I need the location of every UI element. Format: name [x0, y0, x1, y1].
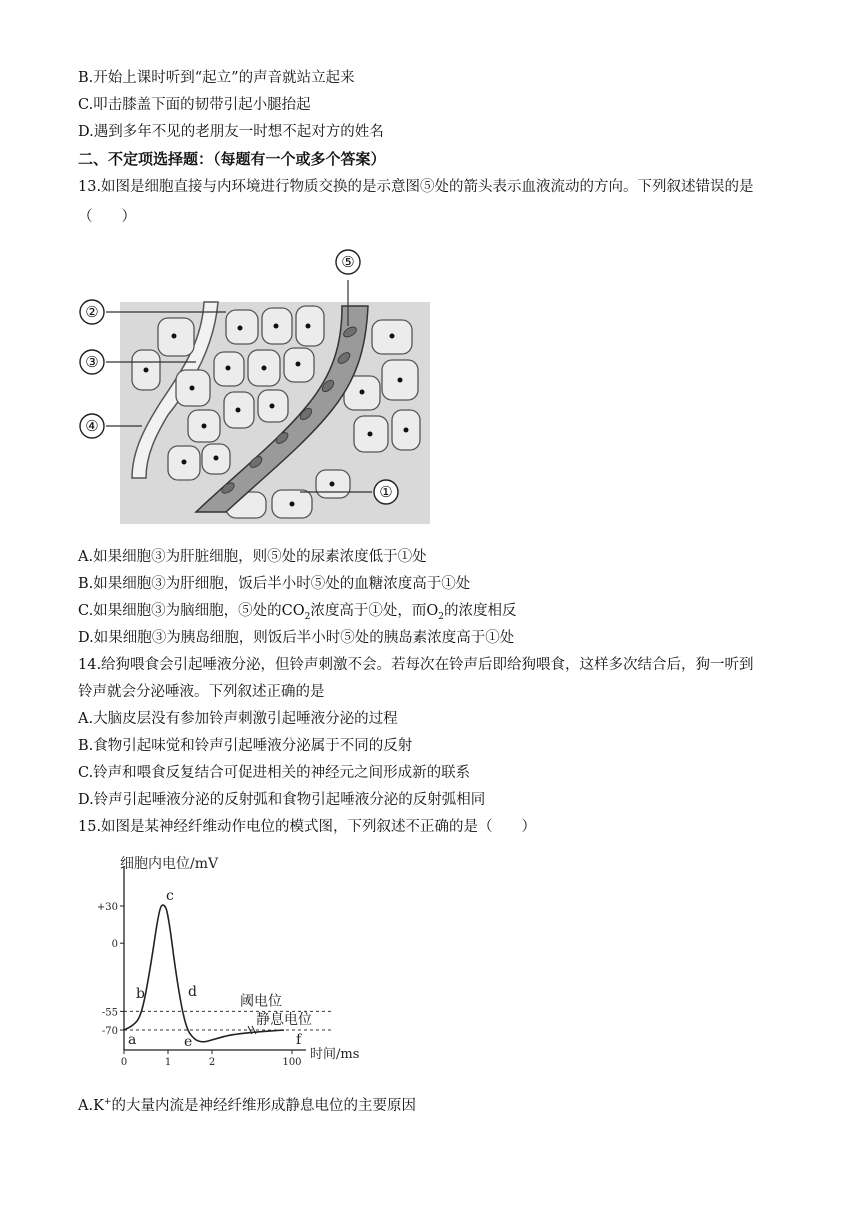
- y-tick-label: -55: [101, 1007, 118, 1019]
- label-3: ③: [85, 353, 99, 371]
- y-tick-label: -70: [101, 1026, 118, 1037]
- q13-option-c: C.如果细胞③为脑细胞，⑤处的$CO_2$浓度高于①处，而$O_2$的浓度相反: [78, 603, 517, 622]
- q14-option-a: A.大脑皮层没有参加铃声刺激引起唾液分泌的过程: [78, 711, 398, 727]
- x-tick-label: 2: [208, 1057, 216, 1068]
- action-potential-chart: [84, 848, 374, 1088]
- label-2: ②: [85, 303, 99, 321]
- y-tick-label: +30: [96, 902, 118, 913]
- q14-option-b: B.食物引起味觉和铃声引起唾液分泌属于不同的反射: [78, 738, 413, 754]
- point-label-a: a: [128, 1032, 137, 1048]
- point-label-d: d: [188, 984, 197, 1000]
- cell-exchange-diagram: [76, 240, 436, 530]
- q13-stem-line1: 13.如图是细胞直接与内环境进行物质交换的是示意图⑤处的箭头表示血液流动的方向。下列叙述错误的是: [78, 179, 754, 195]
- label-4: ④: [85, 417, 99, 435]
- point-label-e: e: [184, 1034, 193, 1050]
- q14-option-c: C.铃声和喂食反复结合可促进相关的神经元之间形成新的联系: [78, 765, 471, 781]
- y-axis-label: 细胞内电位/mV: [120, 856, 219, 872]
- label-1: ①: [379, 483, 393, 501]
- reference-line-label: 阈电位: [240, 993, 282, 1010]
- x-tick-label: 100: [282, 1057, 302, 1068]
- q14-stem-line2: 铃声就会分泌唾液。下列叙述正确的是: [78, 684, 325, 700]
- q13-option-d: D.如果细胞③为胰岛细胞，则饭后半小时⑤处的胰岛素浓度高于①处: [78, 630, 515, 646]
- x-tick-label: 0: [120, 1057, 128, 1068]
- q15-stem: 15.如图是某神经纤维动作电位的模式图，下列叙述不正确的是（ ）: [78, 819, 537, 835]
- q13-option-a: A.如果细胞③为肝脏细胞，则⑤处的尿素浓度低于①处: [78, 549, 427, 565]
- q12-option-c: C.叩击膝盖下面的韧带引起小腿抬起: [78, 97, 311, 113]
- reference-line-label: 静息电位: [256, 1012, 312, 1028]
- q12-option-b: B.开始上课时听到“起立”的声音就站立起来: [78, 70, 355, 86]
- label-5: ⑤: [341, 253, 355, 271]
- section-heading: 二、不定项选择题：（每题有一个或多个答案）: [78, 150, 386, 168]
- point-label-f: f: [296, 1032, 302, 1048]
- point-label-c: c: [166, 888, 174, 904]
- q13-stem-line2: （ ）: [78, 209, 136, 225]
- q13-option-b: B.如果细胞③为肝细胞，饭后半小时⑤处的血糖浓度高于①处: [78, 576, 471, 592]
- x-tick-label: 1: [164, 1057, 172, 1068]
- q14-option-d: D.铃声引起唾液分泌的反射弧和食物引起唾液分泌的反射弧相同: [78, 792, 486, 808]
- q15-option-a: A.K+的大量内流是神经纤维形成静息电位的主要原因: [78, 1097, 416, 1114]
- y-tick-label: 0: [111, 939, 118, 951]
- x-axis-label: 时间/ms: [310, 1047, 360, 1062]
- q14-stem-line1: 14.给狗喂食会引起唾液分泌，但铃声刺激不会。若每次在铃声后即给狗喂食，这样多次结合后，狗一听到: [78, 657, 754, 673]
- q12-option-d: D.遇到多年不见的老朋友一时想不起对方的姓名: [78, 124, 384, 140]
- point-label-b: b: [136, 986, 145, 1002]
